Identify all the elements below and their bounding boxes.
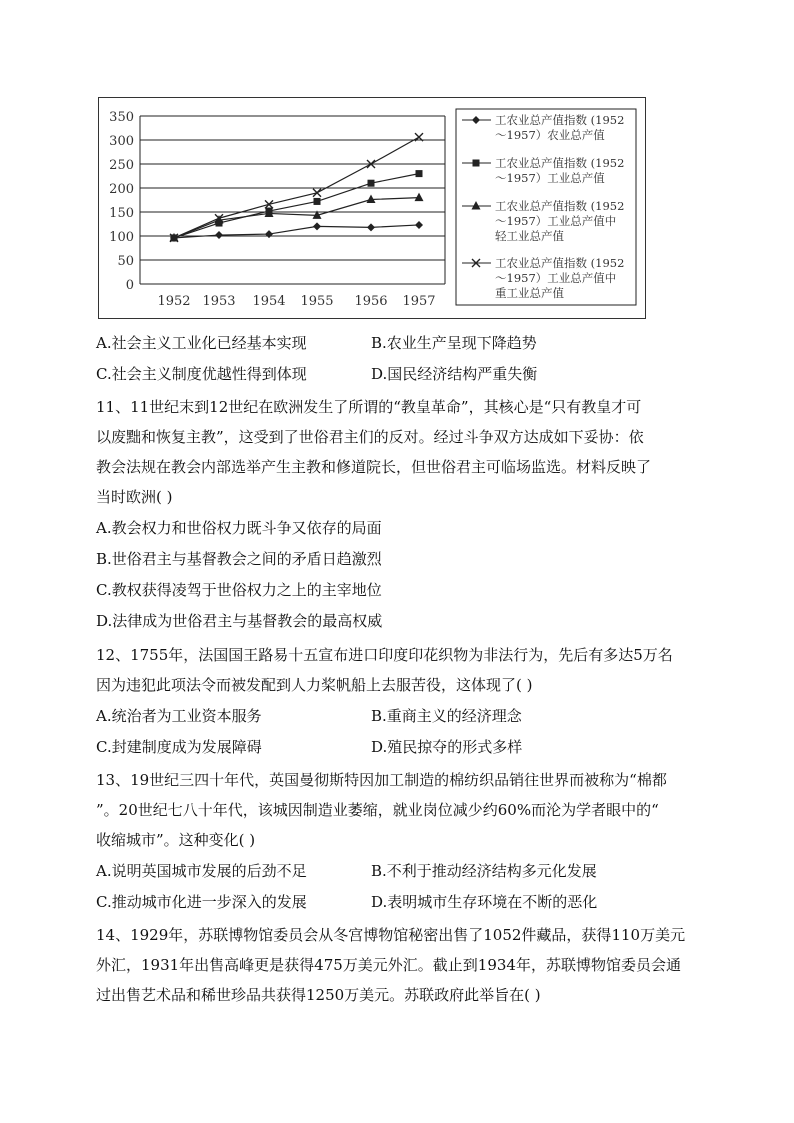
q11-option-c[interactable]: C.教权获得凌驾于世俗权力之上的主宰地位 [96, 581, 382, 599]
legend-marker [472, 116, 480, 124]
y-tick-label: 250 [109, 158, 134, 173]
q11-stem-line: 当时欧洲( ) [96, 488, 173, 506]
chart-frame [98, 97, 646, 319]
q13-stem-line: 收缩城市”。这种变化( ) [96, 831, 256, 849]
legend-label: 工农业总产值指数 (1952 [495, 156, 625, 170]
x-tick-label: 1954 [252, 294, 286, 309]
x-tick-label: 1956 [354, 294, 388, 309]
q11-option-a[interactable]: A.教会权力和世俗权力既斗争又依存的局面 [96, 519, 382, 537]
data-point [367, 223, 375, 231]
q10-option-a[interactable]: A.社会主义工业化已经基本实现 [96, 334, 307, 352]
y-tick-label: 300 [109, 134, 134, 149]
q12-stem-line: 因为违犯此项法令而被发配到人力桨帆船上去服苦役，这体现了( ) [96, 676, 533, 694]
data-point [314, 198, 321, 205]
industrial-agricultural-index-chart [99, 98, 647, 320]
q12-option-b[interactable]: B.重商主义的经济理念 [371, 707, 522, 725]
data-point [368, 180, 375, 187]
legend-label: ～1957）工业总产值中 [495, 214, 617, 228]
series-line-2 [174, 174, 419, 238]
data-point [265, 230, 273, 238]
legend-marker [473, 160, 480, 167]
data-point [415, 221, 423, 229]
data-point [313, 189, 321, 197]
q10-option-c[interactable]: C.社会主义制度优越性得到体现 [96, 365, 307, 383]
q14-stem-line: 外汇，1931年出售高峰更是获得475万美元外汇。截止到1934年，苏联博物馆委员会通 [96, 956, 681, 974]
q13-stem-line: ”。20世纪七八十年代，该城因制造业萎缩，就业岗位减少约60%而沦为学者眼中的“ [96, 801, 659, 819]
legend-label: ～1957）农业总产值 [495, 128, 605, 142]
q10-option-b[interactable]: B.农业生产呈现下降趋势 [371, 334, 537, 352]
x-tick-label: 1952 [157, 294, 191, 309]
legend-label: ～1957）工业总产值中 [495, 271, 617, 285]
q12-option-d[interactable]: D.殖民掠夺的形式多样 [371, 738, 523, 756]
q10-option-d[interactable]: D.国民经济结构严重失衡 [371, 365, 538, 383]
q13-option-c[interactable]: C.推动城市化进一步深入的发展 [96, 893, 307, 911]
q11-option-d[interactable]: D.法律成为世俗君主与基督教会的最高权威 [96, 612, 383, 630]
legend-label: 重工业总产值 [495, 286, 564, 300]
x-tick-label: 1955 [300, 294, 334, 309]
data-point [367, 195, 376, 204]
q13-option-d[interactable]: D.表明城市生存环境在不断的恶化 [371, 893, 598, 911]
x-tick-label: 1957 [402, 294, 436, 309]
q14-stem-line: 过出售艺术品和稀世珍品共获得1250万美元。苏联政府此举旨在( ) [96, 986, 541, 1004]
q11-stem-line: 11、11世纪末到12世纪在欧洲发生了所谓的“教皇革命”，其核心是“只有教皇才可 [96, 398, 642, 416]
y-tick-label: 0 [125, 278, 134, 293]
q13-option-b[interactable]: B.不利于推动经济结构多元化发展 [371, 862, 597, 880]
q11-stem-line: 以废黜和恢复主教”，这受到了世俗君主们的反对。经过斗争双方达成如下妥协：依 [96, 428, 644, 446]
y-tick-label: 100 [109, 230, 134, 245]
data-point [215, 231, 223, 239]
series-line-3 [174, 198, 419, 238]
q12-stem-line: 12、1755年，法国国王路易十五宣布进口印度印花织物为非法行为，先后有多达5万名 [96, 646, 673, 664]
data-point [313, 222, 321, 230]
legend-label: 工农业总产值指数 (1952 [495, 113, 625, 127]
y-tick-label: 150 [109, 206, 134, 221]
q12-option-a[interactable]: A.统治者为工业资本服务 [96, 707, 262, 725]
data-point [416, 170, 423, 177]
legend-label: 工农业总产值指数 (1952 [495, 256, 625, 270]
y-tick-label: 350 [109, 110, 134, 125]
legend-label: 工农业总产值指数 (1952 [495, 199, 625, 213]
y-tick-label: 200 [109, 182, 134, 197]
q12-option-c[interactable]: C.封建制度成为发展障碍 [96, 738, 262, 756]
legend-label: ～1957）工业总产值 [495, 171, 605, 185]
q13-stem-line: 13、19世纪三四十年代，英国曼彻斯特因加工制造的棉纺织品销往世界而被称为“棉都 [96, 771, 667, 789]
x-tick-label: 1953 [202, 294, 236, 309]
data-point [415, 193, 424, 202]
q11-stem-line: 教会法规在教会内部选举产生主教和修道院长，但世俗君主可临场监选。材料反映了 [96, 458, 652, 476]
legend-marker [472, 201, 481, 210]
q13-option-a[interactable]: A.说明英国城市发展的后劲不足 [96, 862, 307, 880]
y-tick-label: 50 [117, 254, 134, 269]
q11-option-b[interactable]: B.世俗君主与基督教会之间的矛盾日趋激烈 [96, 550, 382, 568]
q14-stem-line: 14、1929年，苏联博物馆委员会从冬宫博物馆秘密出售了1052件藏品，获得110万美元 [96, 926, 686, 944]
legend-label: 轻工业总产值 [495, 229, 564, 243]
data-point [265, 200, 273, 208]
